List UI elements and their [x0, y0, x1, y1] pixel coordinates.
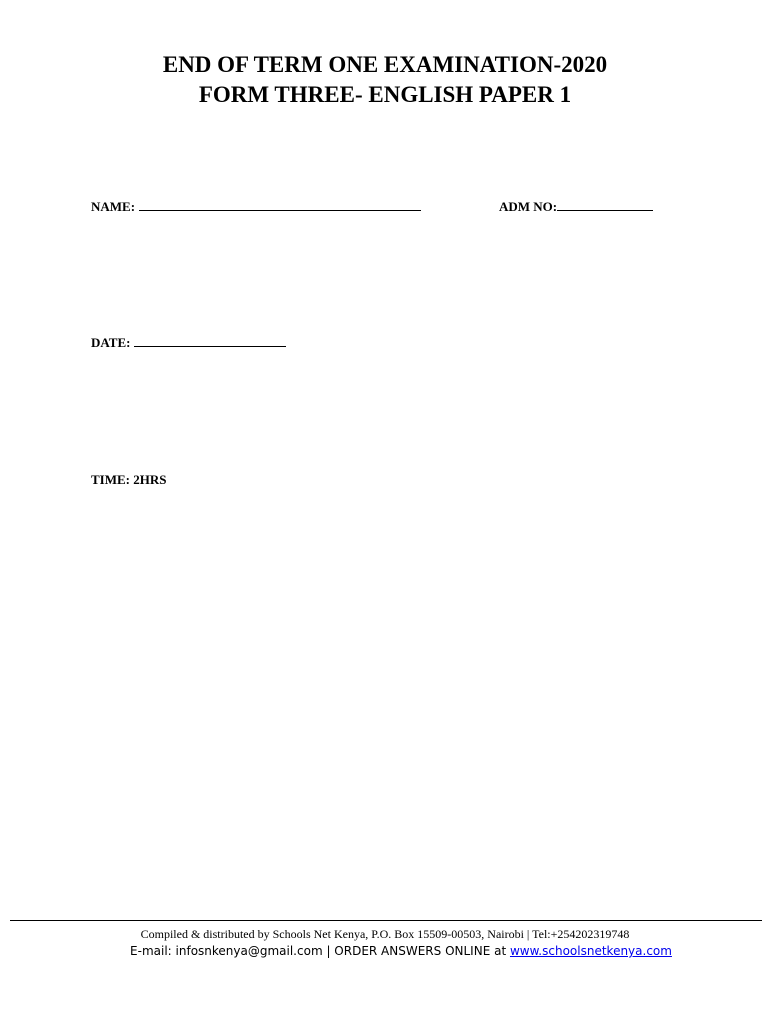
adm-no-blank-line: [557, 199, 653, 211]
adm-no-label: ADM NO:: [499, 199, 558, 214]
exam-title: END OF TERM ONE EXAMINATION-2020: [162, 52, 608, 77]
time-allowed: TIME: 2HRS: [91, 472, 167, 487]
footer-contact: [0, 943, 770, 959]
footer-compiled-by: Compiled & distributed by Schools Net Kenya, P.O. Box 15509-00503, Nairobi | Tel:+254202319748: [140, 927, 630, 941]
date-blank-line: [134, 335, 286, 347]
date-field: [91, 335, 286, 351]
name-field: [91, 199, 421, 215]
footer-contact-text: E-mail: infosnkenya@gmail.com | ORDER ANSWERS ONLINE at: [130, 944, 510, 958]
website-link[interactable]: www.schoolsnetkenya.com: [509, 944, 672, 958]
name-blank-line: [139, 199, 421, 211]
exam-subtitle: FORM THREE- ENGLISH PAPER 1: [198, 82, 572, 107]
footer-divider: [10, 920, 762, 921]
name-label: NAME:: [91, 199, 136, 214]
date-label: DATE:: [91, 335, 131, 350]
adm-no-field: [499, 199, 653, 215]
